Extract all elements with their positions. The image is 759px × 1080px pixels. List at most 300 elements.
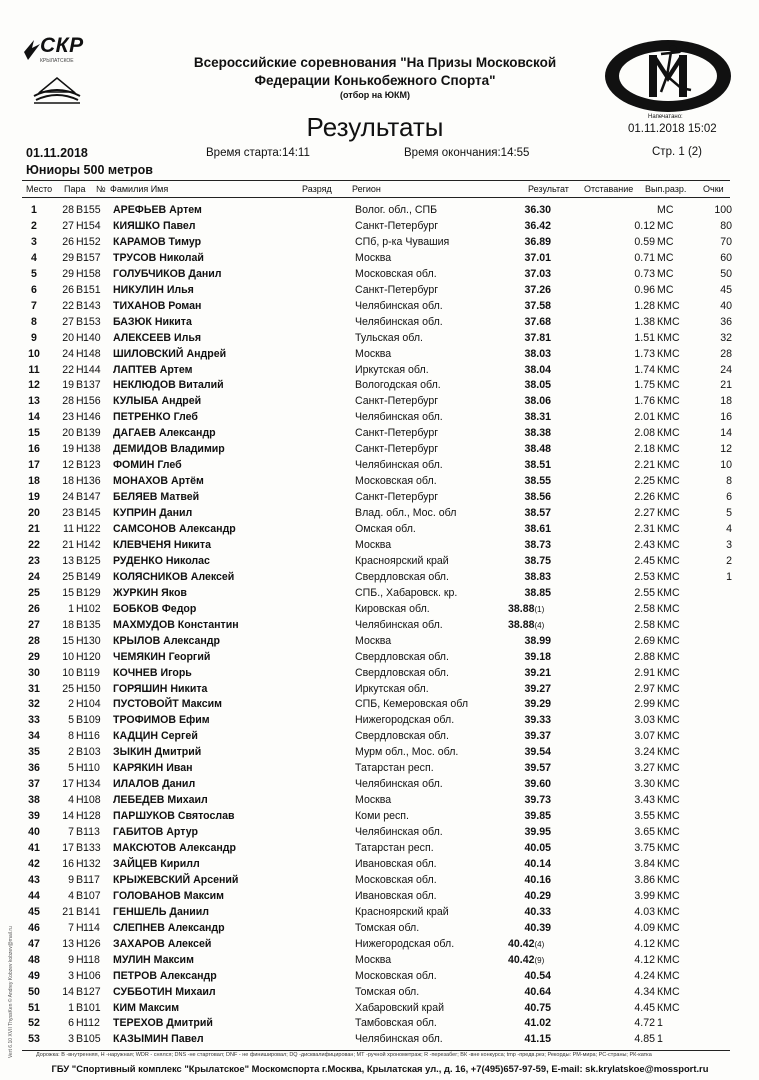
table-row — [0, 635, 759, 650]
result-cell: 38.99 — [524, 634, 551, 647]
bib-cell: 157 — [83, 251, 101, 264]
name-cell: КЛЕВЧЕНЯ Никита — [113, 538, 211, 551]
result-cell: 39.33 — [524, 714, 551, 727]
bib-cell: 142 — [83, 538, 101, 551]
place-cell: 14 — [28, 411, 40, 424]
bib-cell: 125 — [83, 554, 101, 567]
result-cell — [508, 938, 544, 950]
region-cell: Кировская обл. — [355, 602, 430, 615]
result-tie-note: (9) — [534, 955, 545, 965]
gap-cell: 3.24 — [634, 746, 655, 759]
name-cell: ГОРЯШИН Никита — [113, 682, 208, 695]
name-cell: ТИХАНОВ Роман — [113, 299, 202, 312]
gap-cell: 0.73 — [634, 267, 655, 280]
bib-cell: 130 — [83, 634, 101, 647]
place-cell: 46 — [28, 921, 40, 934]
rank-cell: КМС — [657, 857, 680, 870]
gap-cell: 3.30 — [634, 778, 655, 791]
rank-cell: КМС — [657, 523, 680, 535]
lane-cell: В — [76, 618, 84, 631]
region-cell: Тамбовская обл. — [355, 1017, 437, 1030]
rank-cell: КМС — [657, 331, 680, 344]
pair-cell: 6 — [68, 1017, 74, 1030]
points-cell: 12 — [720, 443, 732, 456]
points-cell: 16 — [720, 411, 732, 424]
gap-cell: 3.27 — [634, 762, 655, 775]
lane-cell: Н — [76, 347, 84, 360]
name-cell: МОНАХОВ Артём — [113, 475, 204, 488]
place-cell: 38 — [28, 794, 40, 807]
rank-cell: КМС — [657, 459, 680, 472]
result-cell: 38.06 — [524, 395, 551, 408]
region-cell: Москва — [355, 794, 392, 807]
table-row — [0, 954, 759, 969]
col-rank: Вып.разр. — [645, 184, 687, 194]
points-cell: 60 — [720, 251, 732, 264]
gap-cell: 4.03 — [634, 905, 655, 918]
lane-cell: Н — [76, 730, 84, 743]
result-cell: 38.03 — [524, 347, 551, 360]
event-title — [120, 54, 630, 90]
place-cell: 7 — [31, 299, 37, 312]
name-cell: ЗЫКИН Дмитрий — [113, 746, 202, 759]
gap-cell: 3.65 — [634, 826, 655, 839]
pair-cell: 16 — [62, 857, 74, 870]
rank-cell: МС — [657, 251, 674, 264]
rank-cell: КМС — [657, 762, 680, 775]
bib-cell: 140 — [83, 331, 101, 344]
region-cell: Свердловская обл. — [355, 730, 449, 743]
region-cell: Московская обл. — [355, 873, 437, 886]
result-tie-note: (4) — [534, 939, 545, 949]
rank-cell: КМС — [657, 1001, 680, 1014]
event-date: 01.11.2018 — [26, 146, 88, 160]
lane-cell: В — [76, 826, 84, 839]
pair-cell: 15 — [62, 586, 74, 599]
gap-cell: 4.34 — [634, 985, 655, 998]
lane-cell: В — [76, 985, 84, 998]
table-row — [0, 858, 759, 873]
region-cell: СПб, р-ка Чувашия — [355, 235, 450, 248]
table-row — [0, 986, 759, 1001]
name-cell: ЗАЙЦЕВ Кирилл — [113, 857, 200, 870]
name-cell: ЧЕМЯКИН Георгий — [113, 650, 211, 663]
place-cell: 9 — [31, 331, 37, 344]
result-cell: 40.29 — [524, 889, 551, 902]
gap-cell: 2.97 — [634, 682, 655, 695]
result-cell: 39.37 — [524, 730, 551, 743]
name-cell: КАРАМОВ Тимур — [113, 235, 202, 248]
name-cell: КАРЯКИН Иван — [113, 762, 193, 775]
end-time: Время окончания:14:55 — [404, 147, 530, 159]
result-cell: 38.04 — [524, 363, 551, 376]
bib-cell: 153 — [83, 315, 101, 328]
lane-cell: В — [76, 842, 84, 854]
result-cell: 37.03 — [524, 267, 551, 280]
bib-cell: 135 — [83, 618, 101, 631]
bib-cell: 113 — [83, 826, 100, 839]
lane-cell: Н — [76, 857, 84, 870]
pair-cell: 26 — [62, 283, 74, 296]
pair-cell: 18 — [62, 475, 74, 488]
region-cell: Челябинская обл. — [355, 299, 443, 312]
name-cell: ЗАХАРОВ Алексей — [113, 937, 212, 950]
region-cell: Москва — [355, 953, 392, 966]
place-cell: 8 — [31, 315, 37, 328]
bib-cell: 149 — [83, 570, 101, 583]
table-row — [0, 874, 759, 889]
pair-cell: 22 — [62, 363, 74, 376]
lane-cell: В — [76, 251, 84, 264]
region-cell: Санкт-Петербург — [355, 427, 439, 440]
place-cell: 28 — [28, 634, 40, 647]
printed-label: Напечатано: — [648, 114, 683, 120]
points-cell: 21 — [720, 379, 732, 392]
place-cell: 16 — [28, 443, 40, 456]
region-cell: Челябинская обл. — [355, 826, 443, 839]
region-cell: Ивановская обл. — [355, 857, 437, 870]
bib-cell: 136 — [83, 475, 101, 488]
lane-cell: В — [76, 666, 84, 679]
result-cell: 38.83 — [524, 570, 551, 583]
lane-cell: Н — [76, 267, 84, 280]
gap-cell: 2.18 — [634, 443, 655, 456]
table-row — [0, 236, 759, 251]
rank-cell: КМС — [657, 618, 680, 631]
result-cell: 38.56 — [524, 491, 551, 504]
table-row — [0, 906, 759, 921]
bib-cell: 133 — [83, 842, 101, 854]
name-cell: ФОМИН Глеб — [113, 459, 182, 472]
region-cell: Челябинская обл. — [355, 459, 443, 472]
result-cell: 38.31 — [524, 411, 551, 424]
gap-cell: 0.71 — [634, 251, 655, 264]
region-cell: Иркутская обл. — [355, 363, 429, 376]
pair-cell: 1 — [68, 1001, 74, 1014]
bib-cell: 143 — [83, 299, 101, 312]
place-cell: 27 — [28, 618, 40, 631]
gap-cell: 2.01 — [634, 411, 655, 424]
points-cell: 3 — [726, 538, 732, 551]
gap-cell: 0.59 — [634, 235, 655, 248]
result-cell: 39.21 — [524, 666, 551, 679]
bib-cell: 101 — [83, 1001, 101, 1014]
name-cell: СЛЕПНЕВ Александр — [113, 921, 225, 934]
bib-cell: 134 — [83, 778, 101, 791]
rank-cell: КМС — [657, 554, 680, 567]
divider — [22, 1050, 730, 1051]
place-cell: 17 — [28, 459, 40, 472]
col-grade: Разряд — [302, 184, 332, 194]
lane-cell: Н — [76, 1017, 84, 1030]
result-cell: 37.01 — [524, 251, 551, 264]
result-cell — [508, 603, 544, 615]
place-cell: 30 — [28, 666, 40, 679]
bib-cell: 141 — [83, 905, 101, 918]
pair-cell: 29 — [62, 267, 74, 280]
rank-cell: КМС — [657, 937, 680, 950]
event-subtitle: (отбор на ЮКМ) — [340, 90, 410, 100]
rank-cell: КМС — [657, 842, 680, 854]
table-row — [0, 459, 759, 474]
gap-cell: 2.31 — [634, 523, 655, 535]
pair-cell: 2 — [68, 698, 74, 711]
rank-cell: КМС — [657, 395, 680, 408]
name-cell: ГАБИТОВ Артур — [113, 826, 198, 839]
result-cell: 40.33 — [524, 905, 551, 918]
place-cell: 35 — [28, 746, 40, 759]
pair-cell: 14 — [62, 985, 74, 998]
result-cell: 38.75 — [524, 554, 551, 567]
table-row — [0, 651, 759, 666]
bib-cell: 155 — [83, 204, 101, 216]
region-cell: Челябинская обл. — [355, 778, 443, 791]
name-cell: НИКУЛИН Илья — [113, 283, 194, 296]
pair-cell: 23 — [62, 507, 74, 520]
legend-notes: Дорожка: В -внутренняя, Н -наружная; WDR - снялся; DNS -не стартовал; DNF - не финишировал; DQ -дисквалифицирован; МТ -ручной хронометраж; R -перезабег; ВК -вне конкурса; tmp -предв.рез; Рекорды: РМ-мира; РС-страны; РК-катка — [36, 1052, 652, 1058]
lane-cell: В — [76, 379, 84, 392]
region-cell: Нижегородская обл. — [355, 937, 455, 950]
name-cell: КАЗЫМИН Павел — [113, 1033, 204, 1046]
col-gap: Отставание — [584, 184, 634, 194]
gap-cell: 1.28 — [634, 299, 655, 312]
bib-cell: 108 — [83, 794, 101, 807]
name-cell: МУЛИН Максим — [113, 953, 194, 966]
place-cell: 50 — [28, 985, 40, 998]
region-cell: Красноярский край — [355, 554, 449, 567]
region-cell: Томская обл. — [355, 985, 420, 998]
place-cell: 32 — [28, 698, 40, 711]
gap-cell: 2.55 — [634, 586, 655, 599]
place-cell: 33 — [28, 714, 40, 727]
pair-cell: 25 — [62, 570, 74, 583]
lane-cell: В — [76, 1001, 84, 1014]
table-row — [0, 1002, 759, 1017]
table-row — [0, 842, 759, 857]
table-row — [0, 491, 759, 506]
points-cell: 24 — [720, 363, 732, 376]
col-points: Очки — [703, 184, 724, 194]
pair-cell: 29 — [62, 251, 74, 264]
bib-cell: 154 — [83, 219, 101, 232]
bib-cell: 112 — [83, 1017, 100, 1030]
place-cell: 39 — [28, 810, 40, 823]
bib-cell: 116 — [83, 730, 100, 743]
name-cell: ШИЛОВСКИЙ Андрей — [113, 347, 227, 360]
table-row — [0, 284, 759, 299]
name-cell: БЕЛЯЕВ Матвей — [113, 491, 200, 504]
lane-cell: Н — [76, 698, 84, 711]
result-cell: 40.54 — [524, 969, 551, 982]
rank-cell: КМС — [657, 411, 680, 424]
place-cell: 31 — [28, 682, 40, 695]
name-cell: СУББОТИН Михаил — [113, 985, 216, 998]
place-cell: 19 — [28, 491, 40, 504]
pair-cell: 2 — [68, 746, 74, 759]
skater-emblem-icon — [601, 36, 735, 116]
lane-cell: Н — [76, 219, 84, 232]
place-cell: 6 — [31, 283, 37, 296]
name-cell: КАДЦИН Сергей — [113, 730, 198, 743]
place-cell: 34 — [28, 730, 40, 743]
rank-cell: МС — [657, 219, 674, 232]
gap-cell: 1.76 — [634, 395, 655, 408]
name-cell: ПАРШУКОВ Святослав — [113, 810, 235, 823]
place-cell: 21 — [28, 523, 40, 535]
region-cell: Мурм обл., Мос. обл. — [355, 746, 459, 759]
table-row — [0, 1033, 759, 1048]
lane-cell: В — [76, 315, 84, 328]
bib-cell: 145 — [83, 507, 101, 520]
lane-cell: Н — [76, 331, 84, 344]
table-row — [0, 252, 759, 267]
gap-cell: 3.03 — [634, 714, 655, 727]
lane-cell: В — [76, 283, 84, 296]
rank-cell: КМС — [657, 921, 680, 934]
place-cell: 24 — [28, 570, 40, 583]
gap-cell: 1.51 — [634, 331, 655, 344]
gap-cell: 2.26 — [634, 491, 655, 504]
result-value: 40.42 — [508, 953, 535, 966]
lane-cell: В — [76, 491, 84, 504]
pair-cell: 17 — [62, 842, 74, 854]
table-row — [0, 204, 759, 219]
divider — [22, 197, 730, 198]
table-row — [0, 443, 759, 458]
pair-cell: 28 — [62, 204, 74, 216]
table-row — [0, 300, 759, 315]
lane-cell: Н — [76, 538, 84, 551]
bib-cell: 123 — [83, 459, 101, 472]
bib-cell: 138 — [83, 443, 101, 456]
lane-cell: Н — [76, 682, 84, 695]
col-place: Место — [26, 184, 53, 194]
rank-cell: КМС — [657, 810, 680, 823]
bib-cell: 158 — [83, 267, 101, 280]
rank-cell: КМС — [657, 953, 680, 966]
gap-cell: 3.43 — [634, 794, 655, 807]
place-cell: 49 — [28, 969, 40, 982]
bib-cell: 110 — [83, 762, 100, 775]
pair-cell: 10 — [62, 666, 74, 679]
pair-cell: 9 — [68, 953, 74, 966]
rank-cell: МС — [657, 267, 674, 280]
result-cell: 38.73 — [524, 538, 551, 551]
rank-cell: КМС — [657, 299, 680, 312]
bib-cell: 104 — [83, 698, 101, 711]
pair-cell: 27 — [62, 219, 74, 232]
rank-cell: КМС — [657, 443, 680, 456]
region-cell: Санкт-Петербург — [355, 491, 439, 504]
lane-cell: В — [76, 1033, 84, 1046]
region-cell: Санкт-Петербург — [355, 283, 439, 296]
name-cell: БАЗЮК Никита — [113, 315, 192, 328]
place-cell: 20 — [28, 507, 40, 520]
place-cell: 10 — [28, 347, 40, 360]
place-cell: 22 — [28, 538, 40, 551]
lane-cell: Н — [76, 937, 84, 950]
rank-cell: КМС — [657, 634, 680, 647]
bib-cell: 128 — [83, 810, 101, 823]
result-cell: 40.14 — [524, 857, 551, 870]
pair-cell: 5 — [68, 714, 74, 727]
pair-cell: 12 — [62, 459, 74, 472]
bib-cell: 151 — [83, 283, 101, 296]
gap-cell: 2.88 — [634, 650, 655, 663]
region-cell: Челябинская обл. — [355, 618, 443, 631]
page-title: Результаты — [306, 112, 444, 142]
place-cell: 18 — [28, 475, 40, 488]
gap-cell: 2.08 — [634, 427, 655, 440]
rank-cell: КМС — [657, 602, 680, 615]
distance-title: Юниоры 500 метров — [26, 163, 153, 177]
table-row — [0, 938, 759, 953]
lane-cell: В — [76, 204, 84, 216]
result-cell: 36.89 — [524, 235, 551, 248]
result-cell: 40.64 — [524, 985, 551, 998]
gap-cell: 2.91 — [634, 666, 655, 679]
pair-cell: 24 — [62, 347, 74, 360]
points-cell: 32 — [720, 331, 732, 344]
lane-cell: В — [76, 873, 84, 886]
table-row — [0, 587, 759, 602]
points-cell: 5 — [726, 507, 732, 520]
result-cell: 37.26 — [524, 283, 551, 296]
pair-cell: 25 — [62, 682, 74, 695]
rank-cell: КМС — [657, 969, 680, 982]
place-cell: 13 — [28, 395, 40, 408]
bib-cell: 106 — [83, 969, 101, 982]
result-cell: 38.48 — [524, 443, 551, 456]
name-cell: КУПРИН Данил — [113, 507, 193, 520]
table-row — [0, 810, 759, 825]
region-cell: Свердловская обл. — [355, 650, 449, 663]
points-cell: 8 — [726, 475, 732, 488]
place-cell: 41 — [28, 842, 40, 854]
lane-cell: Н — [76, 650, 84, 663]
gap-cell: 2.58 — [634, 602, 655, 615]
points-cell: 45 — [720, 283, 732, 296]
name-cell: КРЫЖЕВСКИЙ Арсений — [113, 873, 239, 886]
pair-cell: 7 — [68, 921, 74, 934]
gap-cell: 0.96 — [634, 283, 655, 296]
pair-cell: 8 — [68, 730, 74, 743]
rank-cell: КМС — [657, 586, 680, 599]
bib-cell: 150 — [83, 682, 101, 695]
table-row — [0, 922, 759, 937]
result-value: 38.88 — [508, 602, 535, 615]
result-cell: 40.75 — [524, 1001, 551, 1014]
lane-cell: В — [76, 889, 84, 902]
points-cell: 70 — [720, 235, 732, 248]
region-cell: Влад. обл., Мос. обл — [355, 507, 457, 520]
table-row — [0, 427, 759, 442]
pair-cell: 19 — [62, 379, 74, 392]
pair-cell: 27 — [62, 315, 74, 328]
place-cell: 42 — [28, 857, 40, 870]
lane-cell: В — [76, 714, 84, 727]
place-cell: 48 — [28, 953, 40, 966]
lane-cell: В — [76, 746, 84, 759]
result-cell: 39.95 — [524, 826, 551, 839]
place-cell: 37 — [28, 778, 40, 791]
table-row — [0, 890, 759, 905]
region-cell: Свердловская обл. — [355, 570, 449, 583]
region-cell: Челябинская обл. — [355, 1033, 443, 1046]
rank-cell: КМС — [657, 682, 680, 695]
points-cell: 2 — [726, 554, 732, 567]
result-cell: 37.58 — [524, 299, 551, 312]
